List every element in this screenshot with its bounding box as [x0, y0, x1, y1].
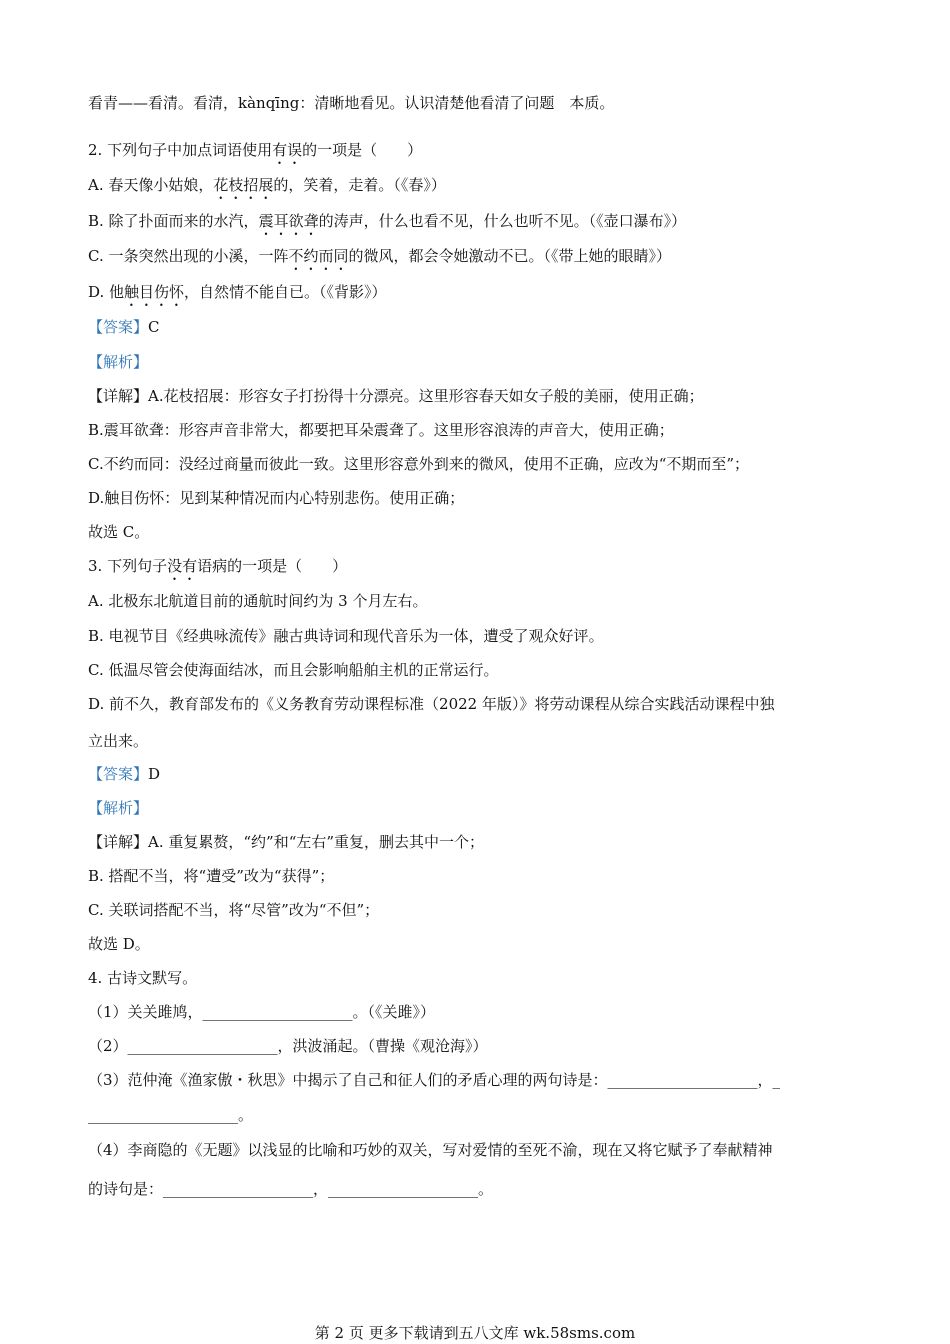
- question-3-stem: 3. 下列句子没有语病的一项是（ ）: [88, 557, 348, 575]
- text-line: 看青——看清。看清，kànqīng：清晰地看见。认识清楚他看清了问题 本质。: [88, 94, 615, 112]
- emphasis-words: 有误: [272, 141, 303, 159]
- fill-line: （2）____________________，洪波涌起。（曹操《观沧海》）: [88, 1037, 488, 1055]
- option-a: A. 春天像小姑娘，花枝招展的，笑着，走着。（《春》）: [88, 176, 446, 194]
- fill-line: ____________________。: [88, 1106, 254, 1124]
- detail-line: 【详解】A.花枝招展：形容女子打扮得十分漂亮。这里形容春天如女子般的美丽，使用正确；: [88, 387, 704, 405]
- detail-line: B.震耳欲聋：形容声音非常大，都要把耳朵震聋了。这里形容浪涛的声音大，使用正确；: [88, 421, 674, 439]
- emphasis-words: 不约而同: [288, 247, 349, 265]
- option-d: D. 前不久，教育部发布的《义务教育劳动课程标准（2022 年版）》将劳动课程从综合实践活动课程中独: [88, 695, 775, 713]
- emphasis-words: 触目伤怀: [124, 283, 185, 301]
- fill-line: （3）范仲淹《渔家傲・秋思》中揭示了自己和征人们的矛盾心理的两句诗是：____________________，_: [88, 1071, 781, 1089]
- emphasis-words: 花枝招展: [213, 176, 274, 194]
- answer-label: 【答案】: [88, 318, 149, 336]
- detail-label: 【详解】: [88, 387, 149, 405]
- analysis-label: 【解析】: [88, 799, 149, 817]
- detail-line: 故选 C。: [88, 523, 150, 541]
- detail-line: 【详解】A. 重复累赘，“约”和“左右”重复，删去其中一个；: [88, 833, 485, 851]
- detail-line: D.触目伤怀：见到某种情况而内心特别悲伤。使用正确；: [88, 489, 465, 507]
- detail-label: 【详解】: [88, 833, 149, 851]
- question-2-stem: 2. 下列句子中加点词语使用有误的一项是（ ）: [88, 141, 423, 159]
- option-d-cont: 立出来。: [88, 732, 149, 750]
- analysis-label: 【解析】: [88, 353, 149, 371]
- fill-line: （1）关关雎鸠，____________________。（《关雎》）: [88, 1003, 436, 1021]
- option-b: B. 除了扑面而来的水汽，震耳欲聋的涛声，什么也看不见，什么也听不见。（《壶口瀑布》）: [88, 212, 687, 230]
- option-c: C. 一条突然出现的小溪，一阵不约而同的微风，都会令她激动不已。（《带上她的眼睛》）: [88, 247, 672, 265]
- question-4-stem: 4. 古诗文默写。: [88, 969, 198, 987]
- detail-line: 故选 D。: [88, 935, 150, 953]
- option-c: C. 低温尽管会使海面结冰，而且会影响船舶主机的正常运行。: [88, 661, 499, 679]
- answer-line: [88, 317, 160, 337]
- answer-value: C: [148, 318, 160, 336]
- answer-value: D: [148, 765, 161, 783]
- page-footer: 第 2 页 更多下载请到五八文库 wk.58sms.com: [314, 1324, 636, 1342]
- detail-line: C.不约而同：没经过商量而彼此一致。这里形容意外到来的微风，使用不正确，应改为“不期而至”；: [88, 455, 750, 473]
- option-b: B. 电视节目《经典咏流传》融古典诗词和现代音乐为一体，遭受了观众好评。: [88, 627, 604, 645]
- detail-line: B. 搭配不当，将“遭受”改为“获得”；: [88, 867, 335, 885]
- detail-line: C. 关联词搭配不当，将“尽管”改为“不但”；: [88, 901, 380, 919]
- emphasis-words: 震耳欲聋: [258, 212, 319, 230]
- answer-label: 【答案】: [88, 765, 149, 783]
- fill-line: 的诗句是：____________________，____________________。: [88, 1180, 494, 1198]
- answer-line: [88, 764, 160, 784]
- fill-line: （4）李商隐的《无题》以浅显的比喻和巧妙的双关，写对爱情的至死不渝，现在又将它赋予了奉献精神: [88, 1141, 773, 1159]
- option-d: D. 他触目伤怀，自然情不能自已。（《背影》）: [88, 283, 387, 301]
- option-a: A. 北极东北航道目前的通航时间约为 3 个月左右。: [88, 592, 428, 610]
- emphasis-words: 没有: [167, 557, 198, 575]
